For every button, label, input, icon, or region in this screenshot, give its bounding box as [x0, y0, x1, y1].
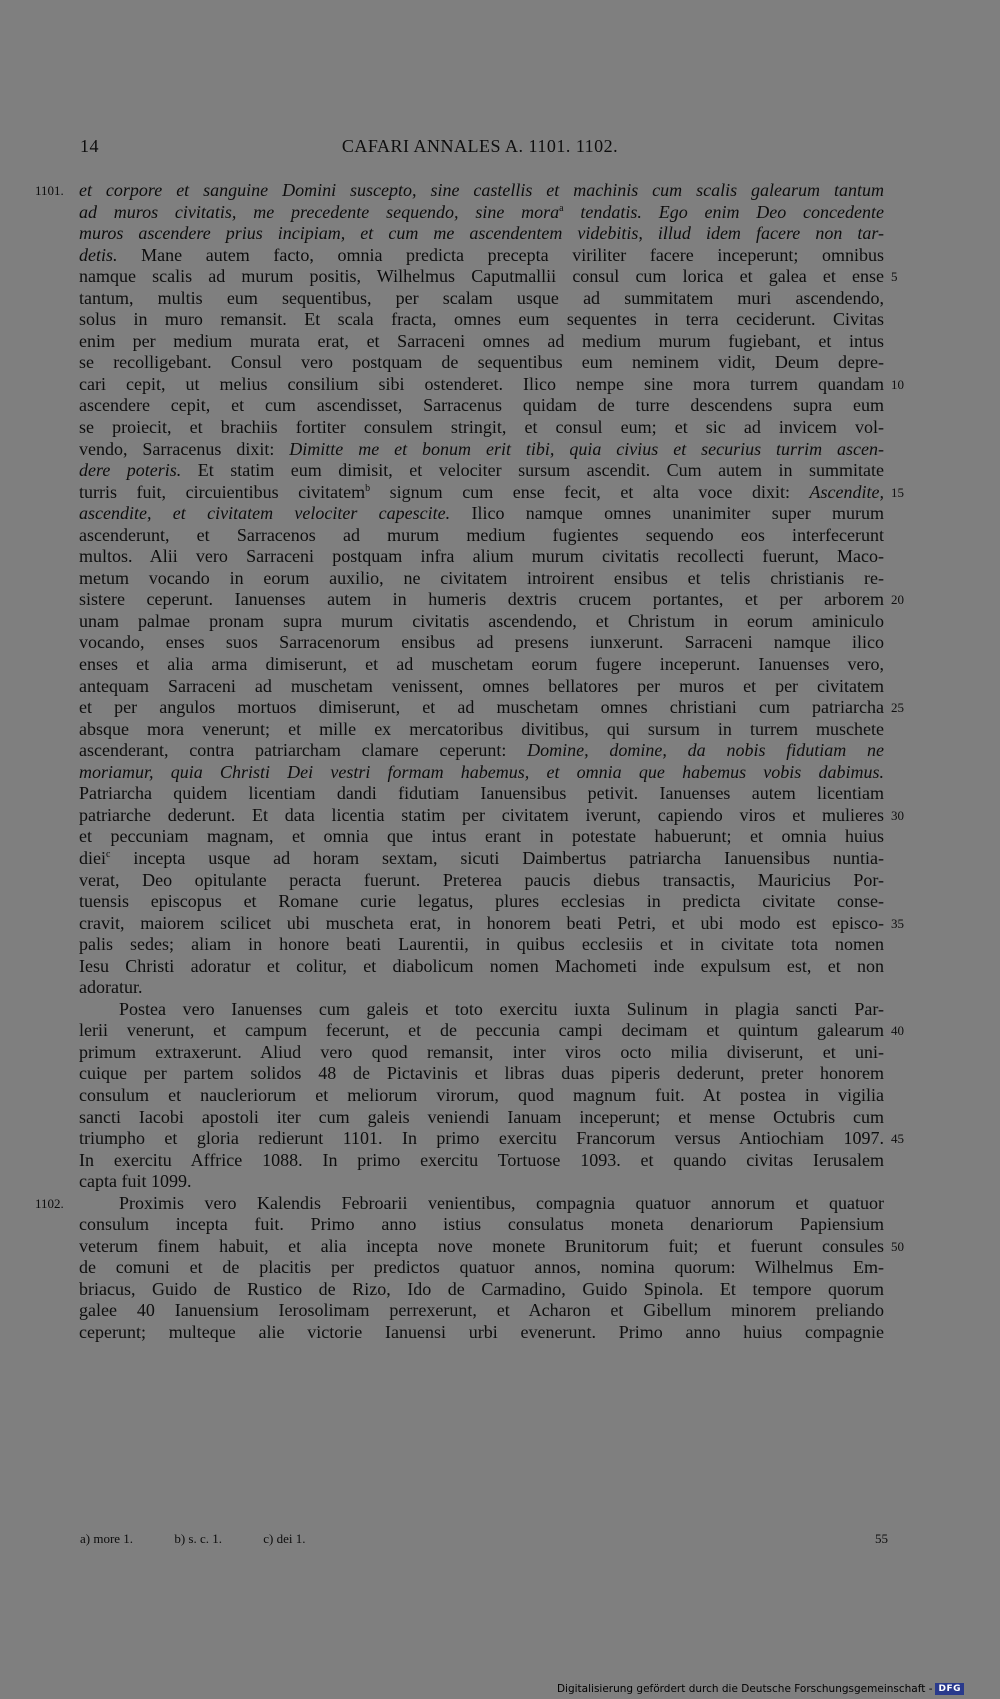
text-run: incepta usque ad horam sextam, sicuti Daimbertus patriarcha Ianuensibus nuntia- — [110, 847, 884, 868]
text-run: tantum, multis eum sequentibus, per scalam usque ad summitatem muri ascendendo, — [79, 287, 884, 308]
year-marginal-note: 1102. — [35, 1195, 64, 1211]
dfg-logo: DFG — [935, 1683, 964, 1695]
text-run: se recolligebant. Consul vero postquam de sequentibus eum neminem vidit, Deum depre- — [79, 352, 884, 373]
footnote-marker: a — [559, 202, 564, 214]
italic-text: moriamur, quia Christi Dei vestri formam habemus, et omnia que habemus vobis dabimus. — [79, 761, 884, 782]
year-marginal-note: 1101. — [35, 183, 64, 198]
footnote-marker: b — [365, 482, 371, 494]
text-run: Postea vero Ianuenses cum galeis et toto exercitu iuxta Sulinum in plagia sancti Par- — [119, 998, 884, 1019]
text-run: et peccuniam magnam, et omnia que intus erant in potestate habuerunt; et omnia huius — [79, 826, 884, 847]
text-line — [79, 912, 904, 935]
text-line — [79, 439, 884, 461]
text-run: absque mora venerunt; et mille ex mercatoribus divitibus, qui sursum in turrem muschete — [79, 718, 884, 739]
text-run: sancti Iacobi apostoli iter cum galeis veniendi Ianuam inceperunt; et mense Octubris cum — [79, 1106, 884, 1127]
text-line — [79, 266, 898, 288]
line-number: 15 — [891, 484, 904, 500]
text-line — [35, 180, 884, 202]
text-line — [79, 395, 884, 417]
text-run: adoratur. — [79, 977, 143, 998]
text-line — [79, 245, 884, 267]
text-run: lerii venerunt, et campum fecerunt, et de peccunia campi decimam et quintum galearum — [79, 1020, 884, 1041]
text-run: triumpho et gloria redierunt 1101. In primo exercitu Francorum versus Antiochiam 1097. — [79, 1128, 884, 1149]
text-line — [79, 826, 884, 848]
text-line — [79, 288, 884, 310]
text-line — [79, 1214, 884, 1236]
text-line — [79, 1235, 904, 1258]
text-line — [79, 783, 884, 805]
text-line — [79, 632, 884, 654]
text-line — [79, 934, 884, 956]
italic-text: ascendite, et civitatem velociter capescite. — [79, 503, 451, 524]
digitization-credit — [557, 1681, 964, 1697]
text-line — [79, 1279, 884, 1301]
text-run: vendo, Sarracenus dixit: — [79, 438, 290, 459]
text-line — [79, 1020, 904, 1042]
text-run: sistere ceperunt. Ianuenses autem in humeris dextris crucem portantes, et per arborem — [79, 589, 884, 610]
text-line — [79, 223, 884, 245]
text-run: turris fuit, circuientibus civitatem — [79, 481, 366, 502]
text-line — [79, 331, 884, 353]
text-line — [79, 762, 884, 784]
text-run: enses et alia arma dimiserunt, et ad muschetam eorum fugere inceperunt. Ianuenses vero, — [79, 654, 884, 675]
line-number: 5 — [891, 269, 898, 285]
text-run: de comuni et de placitis per predictos quatuor annos, nomina quorum: Wilhelmus Em- — [79, 1257, 884, 1278]
text-line — [79, 352, 884, 374]
text-run: Et statim eum dimisit, et velociter sursum ascendit. Cum autem in summitate — [181, 460, 885, 481]
footnote-marker: c — [106, 848, 111, 860]
text-line — [79, 956, 884, 978]
text-run: primum extraxerunt. Aliud vero quod remansit, inter viros octo milia diviserunt, et uni- — [79, 1041, 884, 1062]
text-line — [35, 1192, 884, 1215]
italic-text: Domine, domine, da nobis fidutiam ne — [527, 740, 884, 761]
line-number: 40 — [891, 1023, 904, 1039]
text-run: verat, Deo opitulante peracta fuerunt. Preterea paucis diebus transactis, Mauricius Por- — [79, 869, 884, 890]
line-number: 20 — [891, 592, 904, 608]
text-line — [79, 1128, 904, 1150]
body-text — [35, 180, 904, 1344]
text-run: ascenderant, contra patriarcham clamare ceperunt: — [79, 740, 528, 761]
text-run: solus in muro remansit. Et scala fracta, omnes eum sequentes in terra ceciderunt. Civitas — [79, 309, 884, 330]
text-line — [79, 503, 884, 525]
text-run: ceperunt; multeque alie victorie Ianuensi urbi evenerunt. Primo anno huius compagnie — [79, 1321, 884, 1342]
text-line — [79, 481, 904, 504]
text-line — [79, 870, 884, 892]
text-run: cari cepit, ut melius consilium sibi ostenderet. Ilico nempe sine mora turrem quandam — [79, 373, 884, 394]
text-line — [79, 1150, 884, 1172]
text-run: cravit, maiorem scilicet ubi muscheta erat, in honorem beati Petri, et ubi modo est episco- — [79, 912, 884, 933]
text-run: multos. Alii vero Sarraceni postquam infra alium murum civitatis recollecti fuerunt, Maco- — [79, 546, 884, 567]
line-number: 10 — [891, 376, 904, 392]
line-number: 50 — [891, 1238, 904, 1254]
footnote-c: c) dei 1. — [263, 1531, 306, 1546]
text-line — [79, 1085, 884, 1107]
text-run: se proiecit, et brachiis fortiter consulem stringit, et consul eum; et sic ad invicem vol- — [79, 417, 884, 438]
text-run: briacus, Guido de Rustico de Rizo, Ido de Carmadino, Guido Spinola. Et tempore quorum — [79, 1278, 884, 1299]
text-run: enim per medium murata erat, et Sarraceni omnes ad medium murum fugiebant, et intus — [79, 330, 884, 351]
text-line — [79, 373, 904, 396]
italic-text: muros ascendere prius incipiam, et cum me ascendentem videbitis, illud idem facere non tar- — [79, 223, 884, 244]
text-line — [79, 417, 884, 439]
text-line — [79, 740, 884, 762]
footnote-b: b) s. c. 1. — [174, 1531, 222, 1546]
text-run: veterum finem habuit, et alia incepta nove monete Brunitorum fuit; et fuerunt consules — [79, 1235, 884, 1256]
text-run: diei — [79, 847, 106, 868]
text-run: Proximis vero Kalendis Febroarii venientibus, compagnia quatuor annorum et quatuor — [119, 1192, 884, 1213]
text-line — [79, 719, 884, 741]
text-run: capta fuit 1099. — [79, 1171, 192, 1192]
text-run: vocando, enses suos Sarracenorum ensibus ad presens iunxerunt. Sarraceni namque ilico — [79, 632, 884, 653]
text-line — [79, 891, 884, 913]
italic-text: dere poteris. — [79, 460, 182, 481]
text-line — [79, 1300, 884, 1322]
text-run: metum vocando in eorum auxilio, ne civitatem introirent ensibus et telis christianis re- — [79, 567, 884, 588]
text-run: consulum et naucleriorum et meliorum virorum, quod magnum fuit. At postea in vigilia — [79, 1084, 884, 1105]
text-line — [79, 848, 884, 870]
italic-text: tendatis. Ego enim Deo concedente — [563, 201, 884, 222]
footnotes — [80, 1529, 890, 1549]
text-run: signum cum ense fecit, et alta voce dixit: — [370, 481, 810, 502]
text-run: antequam Sarraceni ad muschetam venissent, omnes bellatores per muros et per civitatem — [79, 675, 884, 696]
text-run: ascendere cepit, et cum ascendisset, Sarracenus quidam de turre descendens supra eum — [79, 395, 884, 416]
text-line — [79, 202, 884, 224]
text-line — [79, 1322, 884, 1344]
credit-text: Digitalisierung gefördert durch die Deutsche Forschungsgemeinschaft - — [556, 1683, 933, 1695]
text-line — [79, 697, 904, 719]
page-header — [80, 136, 880, 162]
italic-text: ad muros civitatis, me precedente sequendo, sine mora — [79, 201, 560, 222]
text-line — [79, 1107, 884, 1129]
text-run: Iesu Christi adoratur et colitur, et diabolicum nomen Machometi inde expulsum est, et non — [79, 955, 884, 976]
text-line — [79, 676, 884, 698]
text-run: galee 40 Ianuensium Ierosolimam perrexerunt, et Acharon et Gibellum minorem preliando — [79, 1300, 884, 1321]
text-line — [79, 568, 884, 590]
line-number: 25 — [891, 700, 904, 716]
italic-text: detis. — [79, 244, 118, 265]
text-line — [79, 460, 884, 482]
text-run: et per angulos mortuos dimiserunt, et ad muschetam omnes christiani cum patriarcha — [79, 697, 884, 718]
line-number: 45 — [891, 1131, 904, 1147]
text-run: cuique per partem solidos 48 de Pictavinis et libras duas piperis dederunt, preter honorem — [79, 1063, 884, 1084]
text-run: unam palmae pronam supra murum civitatis ascendendo, et Christum in eorum aminiculo — [79, 610, 884, 631]
text-line — [79, 589, 904, 611]
text-run: Patriarcha quidem licentiam dandi fidutiam Ianuensibus petivit. Ianuenses autem licentiam — [79, 783, 884, 804]
text-line — [79, 1063, 884, 1085]
text-line — [79, 1171, 884, 1193]
footnote-a: a) more 1. — [80, 1531, 134, 1546]
italic-text: Dimitte me et bonum erit tibi, quia civius et securius turrim ascen- — [289, 438, 884, 459]
text-line — [79, 1042, 884, 1064]
text-run: consulum incepta fuit. Primo anno istius consulatus moneta denariorum Papiensium — [79, 1214, 884, 1235]
text-run: In exercitu Affrice 1088. In primo exercitu Tortuose 1093. et quando civitas Ierusalem — [79, 1149, 884, 1170]
footnote-line-number: 55 — [875, 1531, 888, 1546]
text-line — [79, 804, 904, 827]
text-line — [79, 611, 884, 633]
running-title: CAFARI ANNALES A. 1101. 1102. — [341, 136, 619, 156]
text-line — [79, 977, 884, 999]
line-number: 30 — [891, 807, 904, 823]
text-line — [79, 999, 884, 1021]
text-run: patriarche dederunt. Et data licentia statim per civitatem iverunt, capiendo viros et mulieres — [79, 804, 884, 825]
text-run: palis sedes; aliam in honore beati Laurentii, in quibus ecclesiis et in civitate tota nomen — [79, 934, 884, 955]
text-line — [79, 546, 884, 568]
text-line — [79, 525, 884, 547]
text-line — [79, 1257, 884, 1279]
text-line — [79, 654, 884, 676]
italic-text: Ascendite, — [809, 481, 884, 502]
text-run: tuensis episcopus et Romane curie legatus, plures ecclesias in predicta civitate conse- — [79, 891, 884, 912]
text-run: ascenderunt, et Sarracenos ad murum medium fugientes sequendo eos interfecerunt — [79, 524, 884, 545]
text-run: namque scalis ad murum positis, Wilhelmus Caputmallii consul cum lorica et galea et ense — [79, 266, 884, 287]
text-run: Ilico namque omnes unanimiter super murum — [450, 503, 884, 524]
line-number: 35 — [891, 915, 904, 931]
italic-text: et corpore et sanguine Domini suscepto, sine castellis et machinis cum scalis galearum tantum — [79, 180, 884, 200]
text-run: Mane autem facto, omnia predicta precepta viriliter facere inceperunt; omnibus — [117, 244, 884, 265]
page-number: 14 — [80, 136, 99, 156]
text-line — [79, 309, 884, 331]
